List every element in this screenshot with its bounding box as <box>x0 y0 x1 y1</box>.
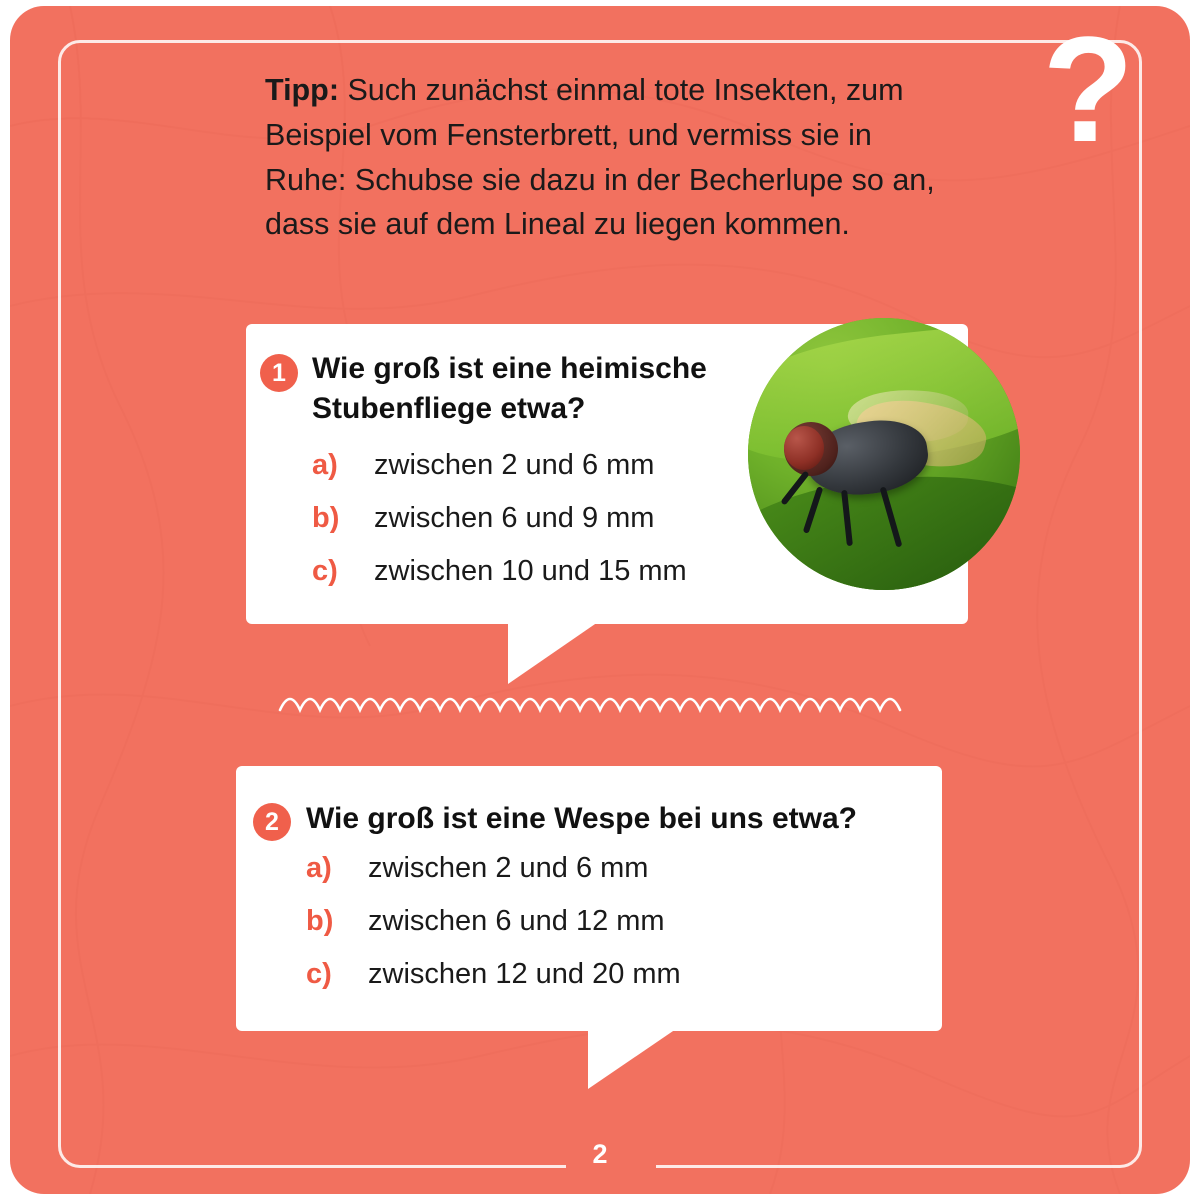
question-2-title: Wie groß ist eine Wespe bei uns etwa? <box>306 802 857 835</box>
question-2-answer-c[interactable] <box>306 958 681 991</box>
question-mark-icon: ? <box>1042 6 1132 173</box>
answer-letter: b) <box>312 502 340 534</box>
answer-letter: c) <box>306 958 332 990</box>
answer-letter: b) <box>306 905 334 937</box>
housefly-photo <box>748 318 1020 590</box>
question-2-bubble-tail <box>588 1029 676 1089</box>
answer-text: zwischen 6 und 12 mm <box>368 905 665 937</box>
answer-text: zwischen 2 und 6 mm <box>368 852 649 884</box>
question-1-answer-b[interactable] <box>312 502 654 535</box>
answer-letter: a) <box>306 852 332 884</box>
answer-letter: a) <box>312 449 338 481</box>
tip-text: Such zunächst einmal tote Insekten, zum Beispiel vom Fensterbrett, und vermiss sie in Ruhe: Schubse sie dazu in der Becherlupe so an, dass sie auf dem Lineal zu liegen kommen. <box>265 73 935 242</box>
question-1-answer-c[interactable] <box>312 555 687 588</box>
tip-paragraph <box>265 68 955 247</box>
question-2-answer-b[interactable] <box>306 905 665 938</box>
tip-label: Tipp: <box>265 73 339 107</box>
question-1-number: 1 <box>260 354 298 392</box>
answer-text: zwischen 12 und 20 mm <box>368 958 681 990</box>
question-1-bubble-tail <box>508 622 598 684</box>
answer-text: zwischen 10 und 15 mm <box>374 555 687 587</box>
answer-text: zwischen 6 und 9 mm <box>374 502 655 534</box>
question-2-answer-a[interactable] <box>306 852 648 885</box>
page-number: 2 <box>592 1139 608 1169</box>
squiggle-divider <box>278 684 918 724</box>
question-2-number: 2 <box>253 803 291 841</box>
answer-letter: c) <box>312 555 338 587</box>
question-1-answer-a[interactable] <box>312 449 654 482</box>
question-1-title: Wie groß ist eine heimische Stubenfliege etwa? <box>312 352 707 425</box>
fly-eye <box>784 426 824 470</box>
quiz-card <box>10 6 1190 1194</box>
answer-text: zwischen 2 und 6 mm <box>374 449 655 481</box>
